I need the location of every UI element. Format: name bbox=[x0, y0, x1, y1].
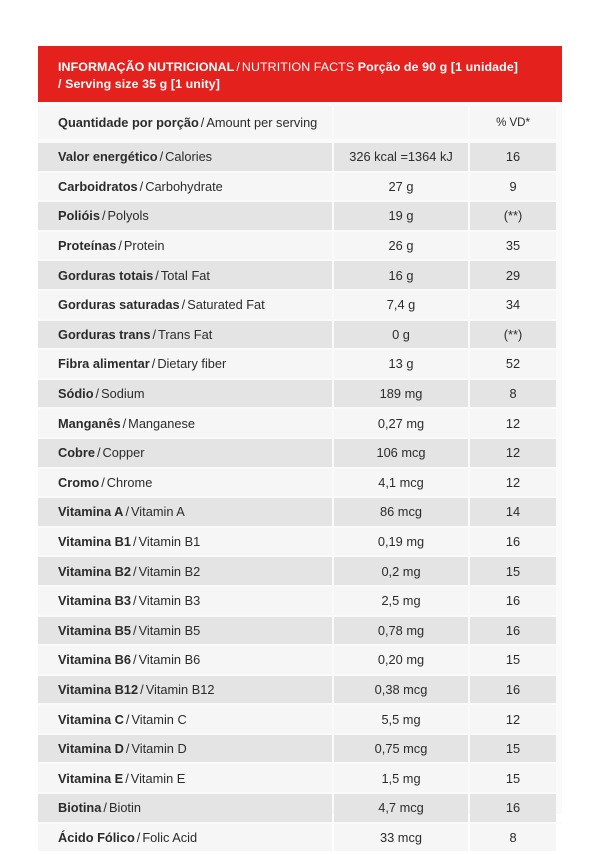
nutrient-name bbox=[38, 173, 332, 201]
nutrient-name bbox=[38, 143, 332, 171]
nutrient-amount: 13 g bbox=[334, 350, 468, 378]
nutrient-name-pt: Sódio bbox=[58, 386, 94, 402]
nutrient-dv: (**) bbox=[470, 321, 556, 349]
nutrient-name bbox=[38, 232, 332, 260]
nutrient-name-en: Vitamin B6 bbox=[138, 652, 201, 668]
nutrient-dv: 15 bbox=[470, 646, 556, 674]
nutrient-name-pt: Vitamina C bbox=[58, 711, 124, 727]
nutrient-name-pt: Vitamina B1 bbox=[58, 534, 132, 550]
nutrient-dv: 16 bbox=[470, 528, 556, 556]
nutrient-name-pt: Vitamina B3 bbox=[58, 593, 132, 609]
nutrient-name bbox=[38, 764, 332, 792]
portion-en: / Serving size 35 g [1 unity] bbox=[58, 77, 220, 91]
nutrient-name-en: Chrome bbox=[106, 474, 153, 490]
nutrient-name bbox=[38, 557, 332, 585]
table-row bbox=[38, 348, 562, 378]
nutrient-amount: 4,7 mcg bbox=[334, 794, 468, 822]
nutrient-dv: 52 bbox=[470, 350, 556, 378]
table-row bbox=[38, 171, 562, 201]
nutrient-name-separator: / bbox=[133, 622, 137, 638]
nutrient-name bbox=[38, 409, 332, 437]
table-row bbox=[38, 407, 562, 437]
nutrient-name-en: Total Fat bbox=[160, 267, 210, 283]
nutrient-name-en: Vitamin E bbox=[130, 770, 186, 786]
table-row bbox=[38, 615, 562, 645]
amount-header bbox=[38, 106, 332, 139]
nutrient-dv: 16 bbox=[470, 676, 556, 704]
table-row bbox=[38, 230, 562, 260]
nutrient-name-separator: / bbox=[101, 474, 105, 490]
nutrient-amount: 2,5 mg bbox=[334, 587, 468, 615]
nutrient-dv: 12 bbox=[470, 439, 556, 467]
nutrient-name-separator: / bbox=[125, 770, 129, 786]
nutrient-dv: 12 bbox=[470, 705, 556, 733]
nutrient-name-en: Vitamin A bbox=[131, 504, 185, 520]
table-row bbox=[38, 496, 562, 526]
nutrient-name bbox=[38, 705, 332, 733]
nutrient-name-pt: Biotina bbox=[58, 800, 102, 816]
nutrient-amount: 16 g bbox=[334, 261, 468, 289]
nutrient-name-separator: / bbox=[133, 593, 137, 609]
table-row bbox=[38, 141, 562, 171]
nutrient-name-pt: Vitamina A bbox=[58, 504, 124, 520]
nutrient-name-separator: / bbox=[140, 681, 144, 697]
title-separator: / bbox=[236, 60, 240, 74]
nutrient-dv: 12 bbox=[470, 469, 556, 497]
nutrient-name-pt: Cobre bbox=[58, 445, 95, 461]
nutrient-name bbox=[38, 439, 332, 467]
nutrient-amount: 86 mcg bbox=[334, 498, 468, 526]
column-header-row bbox=[38, 106, 562, 139]
nutrient-name-en: Calories bbox=[165, 149, 213, 165]
nutrient-name bbox=[38, 202, 332, 230]
nutrient-name-en: Vitamin C bbox=[131, 711, 187, 727]
table-row bbox=[38, 467, 562, 497]
amount-value-header bbox=[334, 106, 468, 139]
nutrient-name-en: Carbohydrate bbox=[145, 178, 223, 194]
amount-header-en: Amount per serving bbox=[206, 115, 318, 130]
title-pt: INFORMAÇÃO NUTRICIONAL bbox=[58, 60, 235, 74]
nutrient-amount: 0,27 mg bbox=[334, 409, 468, 437]
nutrient-name-separator: / bbox=[103, 800, 107, 816]
nutrient-dv: 35 bbox=[470, 232, 556, 260]
nutrient-amount: 33 mcg bbox=[334, 824, 468, 852]
table-row bbox=[38, 555, 562, 585]
nutrition-facts-panel bbox=[38, 46, 562, 845]
table-row bbox=[38, 289, 562, 319]
nutrient-name-pt: Polióis bbox=[58, 208, 100, 224]
nutrient-name-pt: Gorduras saturadas bbox=[58, 297, 180, 313]
nutrient-amount: 0,75 mcg bbox=[334, 735, 468, 763]
nutrient-name-pt: Vitamina B6 bbox=[58, 652, 132, 668]
nutrient-name-separator: / bbox=[151, 356, 156, 372]
nutrient-name-separator: / bbox=[133, 563, 137, 579]
nutrient-dv: 34 bbox=[470, 291, 556, 319]
nutrient-dv: (**) bbox=[470, 202, 556, 230]
nutrient-name-en: Manganese bbox=[128, 415, 196, 431]
nutrient-name-separator: / bbox=[125, 711, 130, 727]
nutrient-name-en: Polyols bbox=[107, 208, 149, 224]
table-row bbox=[38, 200, 562, 230]
nutrient-amount: 0,19 mg bbox=[334, 528, 468, 556]
nutrient-dv: 12 bbox=[470, 409, 556, 437]
nutrient-name bbox=[38, 617, 332, 645]
nutrient-name-en: Vitamin D bbox=[131, 741, 187, 757]
table-row bbox=[38, 703, 562, 733]
nutrient-name bbox=[38, 528, 332, 556]
nutrient-amount: 0,20 mg bbox=[334, 646, 468, 674]
table-row bbox=[38, 792, 562, 822]
nutrient-name bbox=[38, 291, 332, 319]
nutrient-amount: 0,38 mcg bbox=[334, 676, 468, 704]
nutrient-name-separator: / bbox=[122, 415, 127, 431]
nutrition-table bbox=[38, 106, 562, 851]
nutrient-name-en: Saturated Fat bbox=[187, 297, 265, 313]
nutrient-name bbox=[38, 794, 332, 822]
table-row bbox=[38, 526, 562, 556]
nutrient-dv: 15 bbox=[470, 735, 556, 763]
nutrient-name-pt: Ácido Fólico bbox=[58, 829, 135, 845]
nutrient-dv: 16 bbox=[470, 587, 556, 615]
table-row bbox=[38, 644, 562, 674]
nutrient-name-separator: / bbox=[152, 326, 157, 342]
table-header bbox=[38, 46, 562, 102]
nutrient-name bbox=[38, 676, 332, 704]
table-row bbox=[38, 733, 562, 763]
nutrient-name-en: Vitamin B1 bbox=[138, 534, 201, 550]
nutrient-name bbox=[38, 321, 332, 349]
nutrient-name-en: Biotin bbox=[108, 800, 141, 816]
nutrient-name-en: Trans Fat bbox=[158, 326, 213, 342]
nutrient-name-en: Folic Acid bbox=[142, 829, 198, 845]
nutrient-name-en: Protein bbox=[123, 238, 165, 254]
table-row bbox=[38, 585, 562, 615]
nutrient-name bbox=[38, 380, 332, 408]
nutrient-name-en: Sodium bbox=[101, 386, 145, 402]
nutrient-name-separator: / bbox=[133, 534, 137, 550]
nutrient-name-pt: Valor energético bbox=[58, 149, 158, 165]
nutrient-name-separator: / bbox=[155, 267, 159, 283]
nutrient-name bbox=[38, 587, 332, 615]
nutrient-amount: 0 g bbox=[334, 321, 468, 349]
nutrient-name-en: Vitamin B3 bbox=[138, 593, 201, 609]
nutrient-amount: 1,5 mg bbox=[334, 764, 468, 792]
nutrient-name-en: Dietary fiber bbox=[157, 356, 227, 372]
nutrient-name-pt: Gorduras totais bbox=[58, 267, 154, 283]
nutrient-name-separator: / bbox=[125, 741, 130, 757]
nutrient-name-pt: Gorduras trans bbox=[58, 326, 151, 342]
nutrient-amount: 326 kcal =1364 kJ bbox=[334, 143, 468, 171]
table-row bbox=[38, 259, 562, 289]
table-row bbox=[38, 378, 562, 408]
nutrient-amount: 0,78 mg bbox=[334, 617, 468, 645]
nutrient-name-pt: Proteínas bbox=[58, 238, 117, 254]
nutrient-name-separator: / bbox=[159, 149, 164, 165]
nutrient-name-pt: Vitamina B12 bbox=[58, 681, 139, 697]
nutrient-name-separator: / bbox=[96, 445, 101, 461]
nutrient-dv: 16 bbox=[470, 617, 556, 645]
nutrient-amount: 189 mg bbox=[334, 380, 468, 408]
nutrient-amount: 0,2 mg bbox=[334, 557, 468, 585]
portion-pt: Porção de 90 g [1 unidade] bbox=[357, 60, 519, 74]
nutrient-name bbox=[38, 824, 332, 852]
nutrient-name-en: Vitamin B2 bbox=[138, 563, 201, 579]
nutrient-name-separator: / bbox=[181, 297, 186, 313]
nutrient-name bbox=[38, 735, 332, 763]
table-row bbox=[38, 762, 562, 792]
amount-header-separator: / bbox=[200, 115, 205, 130]
nutrient-dv: 16 bbox=[470, 794, 556, 822]
nutrient-name-pt: Manganês bbox=[58, 415, 121, 431]
nutrient-amount: 106 mcg bbox=[334, 439, 468, 467]
nutrient-dv: 9 bbox=[470, 173, 556, 201]
nutrient-name-separator: / bbox=[136, 829, 141, 845]
nutrient-name-separator: / bbox=[101, 208, 106, 224]
nutrient-name-pt: Vitamina E bbox=[58, 770, 124, 786]
table-row bbox=[38, 319, 562, 349]
table-row bbox=[38, 822, 562, 852]
nutrient-name bbox=[38, 350, 332, 378]
nutrient-amount: 27 g bbox=[334, 173, 468, 201]
dv-header: % VD* bbox=[470, 106, 556, 139]
nutrient-name bbox=[38, 469, 332, 497]
nutrient-name bbox=[38, 498, 332, 526]
nutrient-dv: 16 bbox=[470, 143, 556, 171]
nutrient-amount: 7,4 g bbox=[334, 291, 468, 319]
nutrient-dv: 15 bbox=[470, 557, 556, 585]
nutrient-amount: 5,5 mg bbox=[334, 705, 468, 733]
nutrient-name-pt: Vitamina B5 bbox=[58, 622, 132, 638]
nutrient-name-en: Copper bbox=[102, 445, 145, 461]
nutrient-amount: 19 g bbox=[334, 202, 468, 230]
nutrient-name bbox=[38, 646, 332, 674]
nutrient-name-separator: / bbox=[133, 652, 137, 668]
nutrient-name-pt: Fibra alimentar bbox=[58, 356, 150, 372]
amount-header-pt: Quantidade por porção bbox=[58, 115, 199, 130]
table-row bbox=[38, 674, 562, 704]
nutrient-name bbox=[38, 261, 332, 289]
nutrient-name-en: Vitamin B12 bbox=[145, 681, 215, 697]
nutrient-dv: 29 bbox=[470, 261, 556, 289]
nutrient-name-pt: Vitamina B2 bbox=[58, 563, 132, 579]
nutrient-name-pt: Cromo bbox=[58, 474, 100, 490]
nutrient-name-separator: / bbox=[118, 238, 122, 254]
nutrient-name-pt: Carboidratos bbox=[58, 178, 138, 194]
nutrient-dv: 8 bbox=[470, 824, 556, 852]
nutrient-name-separator: / bbox=[95, 386, 100, 402]
nutrient-name-separator: / bbox=[139, 178, 144, 194]
nutrient-name-pt: Vitamina D bbox=[58, 741, 124, 757]
nutrient-name-en: Vitamin B5 bbox=[138, 622, 201, 638]
title-en: NUTRITION FACTS bbox=[241, 60, 355, 74]
nutrient-dv: 14 bbox=[470, 498, 556, 526]
nutrient-dv: 15 bbox=[470, 764, 556, 792]
nutrient-amount: 26 g bbox=[334, 232, 468, 260]
table-row bbox=[38, 437, 562, 467]
nutrient-amount: 4,1 mcg bbox=[334, 469, 468, 497]
nutrient-dv: 8 bbox=[470, 380, 556, 408]
nutrient-name-separator: / bbox=[125, 504, 129, 520]
